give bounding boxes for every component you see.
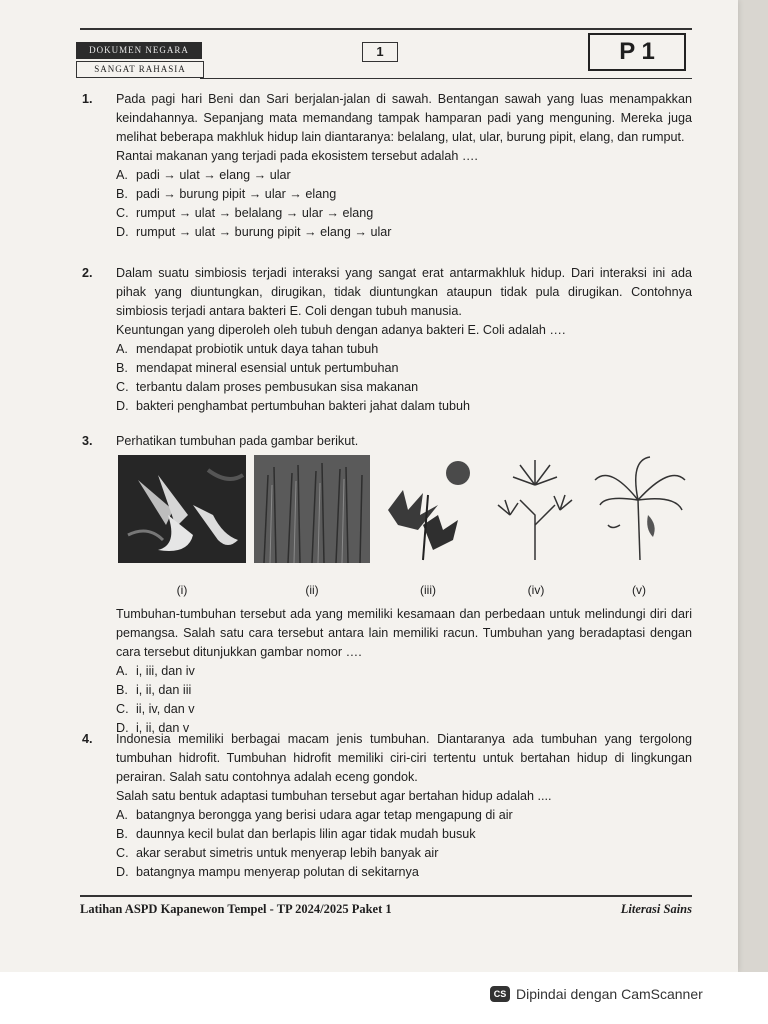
option-letter: D. — [116, 721, 129, 735]
trumpet-flower-image — [118, 455, 246, 563]
option-c[interactable] — [116, 378, 692, 397]
paket-label: P 1 — [588, 33, 686, 71]
option-letter: A. — [116, 808, 128, 822]
option-letter: B. — [116, 361, 128, 375]
figure-i — [118, 455, 246, 597]
option-b[interactable] — [116, 185, 692, 204]
question-text: Pada pagi hari Beni dan Sari berjalan-jalan di sawah. Bentangan sawah yang luas menampakkan keindahannya. Sepanjang mata memandang tampak hamparan padi yang menguning. Mereka juga melihat beberapa makhluk hidup lain diantaranya: belalang, ulat, ular, burung pipit, elang, dan rumput. — [116, 92, 692, 144]
option-text: ii, iv, dan v — [136, 702, 195, 716]
option-letter: D. — [116, 865, 129, 879]
question-number: 1. — [82, 92, 93, 106]
question-number: 3. — [82, 434, 93, 448]
option-text: padi → burung pipit → ular → elang — [136, 187, 337, 201]
option-text: rumput → ulat → burung pipit → elang → ular — [136, 225, 392, 239]
option-letter: B. — [116, 187, 128, 201]
option-text: daunnya kecil bulat dan berlapis lilin agar tidak mudah busuk — [136, 827, 476, 841]
figure-iii — [378, 455, 478, 597]
figure-caption: (ii) — [305, 583, 319, 597]
question-number: 2. — [82, 266, 93, 280]
question-1 — [82, 90, 692, 242]
stamp-sangat-rahasia: SANGAT RAHASIA — [76, 61, 204, 78]
cassava-plant-image — [490, 455, 582, 563]
option-text: bakteri penghambat pertumbuhan bakteri jahat dalam tubuh — [136, 399, 470, 413]
option-text: akar serabut simetris untuk menyerap lebih banyak air — [136, 846, 439, 860]
option-text: mendapat probiotik untuk daya tahan tubuh — [136, 342, 379, 356]
option-letter: C. — [116, 846, 129, 860]
figure-ii — [254, 455, 370, 597]
option-text: rumput → ulat → belalang → ular → elang — [136, 206, 374, 220]
question-text: Tumbuhan-tumbuhan tersebut ada yang memiliki kesamaan dan perbedaan untuk melindungi diri dari pemangsa. Salah satu cara tersebut antara lain memiliki racun. Tumbuhan yang beradaptasi dengan cara tersebut ditunjukkan gambar nomor …. — [116, 607, 692, 659]
footer-exam-title: Latihan ASPD Kapanewon Tempel - TP 2024/2025 Paket 1 — [80, 902, 392, 916]
option-b[interactable] — [116, 681, 692, 700]
option-text: padi → ulat → elang → ular — [136, 168, 291, 182]
option-a[interactable] — [116, 166, 692, 185]
camscanner-text: Dipindai dengan CamScanner — [516, 986, 703, 1002]
option-d[interactable] — [116, 397, 692, 416]
question-2 — [82, 264, 692, 416]
question-number: 4. — [82, 732, 93, 746]
option-letter: A. — [116, 168, 128, 182]
option-a[interactable] — [116, 340, 692, 359]
plant-figures — [116, 455, 692, 605]
figure-iv — [490, 455, 582, 597]
option-letter: B. — [116, 827, 128, 841]
question-3 — [82, 432, 692, 738]
question-text: Dalam suatu simbiosis terjadi interaksi yang sangat erat antarmakhluk hidup. Dari interaksi ini ada pihak yang diuntungkan, dirugikan, tidak diuntungkan ataupun tidak pula dirugikan. Contohnya simbiosis terjadi antara bakteri E. Coli dengan tubuh manusia. — [116, 266, 692, 318]
option-letter: C. — [116, 702, 129, 716]
castor-plant-image — [378, 455, 478, 563]
option-letter: C. — [116, 380, 129, 394]
footer-subject: Literasi Sains — [620, 902, 692, 916]
question-prompt: Salah satu bentuk adaptasi tumbuhan tersebut agar bertahan hidup adalah .... — [116, 789, 552, 803]
option-text: terbantu dalam proses pembusukan sisa makanan — [136, 380, 419, 394]
question-intro: Perhatikan tumbuhan pada gambar berikut. — [116, 434, 359, 448]
option-letter: D. — [116, 225, 129, 239]
camscanner-logo-icon: CS — [490, 986, 510, 1002]
option-a[interactable] — [116, 806, 692, 825]
figure-caption: (i) — [176, 583, 188, 597]
option-text: i, ii, dan v — [136, 721, 190, 735]
option-letter: B. — [116, 683, 128, 697]
figure-v — [590, 455, 688, 597]
question-prompt: Rantai makanan yang terjadi pada ekosistem tersebut adalah …. — [116, 149, 478, 163]
option-text: i, iii, dan iv — [136, 664, 195, 678]
option-c[interactable] — [116, 204, 692, 223]
option-d[interactable] — [116, 863, 692, 882]
grass-image — [254, 455, 370, 563]
top-rule — [80, 28, 692, 30]
option-text: batangnya mampu menyerap polutan di sekitarnya — [136, 865, 419, 879]
option-letter: A. — [116, 342, 128, 356]
figure-caption: (iv) — [527, 583, 545, 597]
option-c[interactable] — [116, 844, 692, 863]
question-prompt: Keuntungan yang diperoleh oleh tubuh dengan adanya bakteri E. Coli adalah …. — [116, 323, 566, 337]
option-d[interactable] — [116, 223, 692, 242]
option-c[interactable] — [116, 700, 692, 719]
option-text: i, ii, dan iii — [136, 683, 192, 697]
header-rule — [200, 78, 692, 79]
figure-caption: (v) — [632, 583, 646, 597]
question-text: Indonesia memiliki berbagai macam jenis tumbuhan. Diantaranya ada tumbuhan yang tergolong tumbuhan hidrofit. Tumbuhan hidrofit memiliki ciri-ciri tertentu untuk bertahan hidup di lingkungan perairan. Salah satu contohnya adalah eceng gondok. — [116, 732, 692, 784]
option-letter: C. — [116, 206, 129, 220]
figure-caption: (iii) — [420, 583, 436, 597]
camscanner-watermark — [490, 986, 703, 1002]
option-text: mendapat mineral esensial untuk pertumbuhan — [136, 361, 399, 375]
footer-rule — [80, 895, 692, 897]
page-number: 1 — [362, 42, 398, 62]
stamp-dokumen-negara: DOKUMEN NEGARA — [76, 42, 202, 59]
question-4 — [82, 730, 692, 882]
option-b[interactable] — [116, 359, 692, 378]
option-letter: D. — [116, 399, 129, 413]
option-letter: A. — [116, 664, 128, 678]
option-a[interactable] — [116, 662, 692, 681]
banana-plant-image — [590, 455, 688, 563]
option-text: batangnya berongga yang berisi udara agar tetap mengapung di air — [136, 808, 513, 822]
option-b[interactable] — [116, 825, 692, 844]
